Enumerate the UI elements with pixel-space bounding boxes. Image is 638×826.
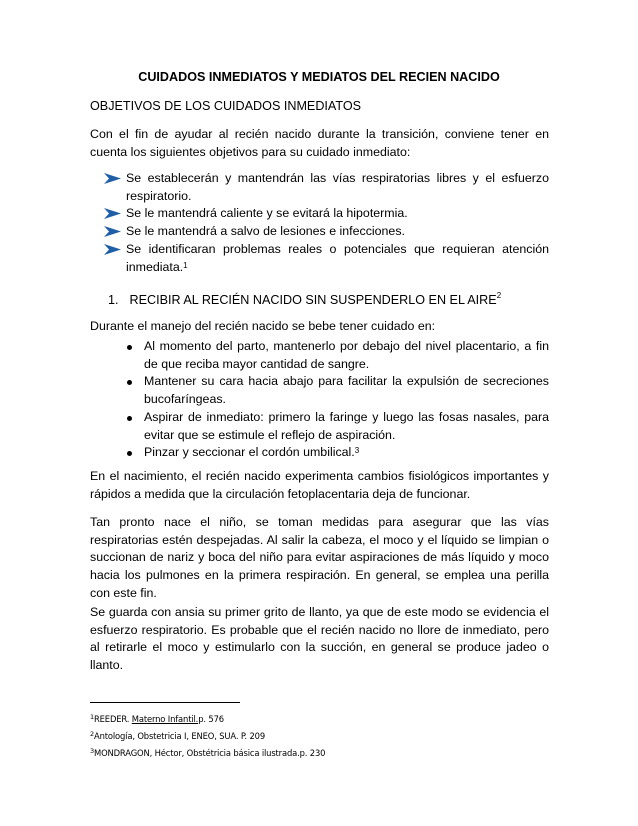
text-line: bucofaríngeas. [144,392,226,407]
care-intro: Durante el manejo del recién nacido se bebe tener cuidado en: [90,319,436,333]
footnote-divider [90,702,240,703]
arrow-bullet-icon [104,226,121,237]
objectives-list [104,170,549,276]
text-line: Con el fin de ayudar al recién nacido durante la transición, conviene tener en [90,127,549,141]
bullet-dot-icon [127,451,132,456]
arrow-bullet-icon [104,173,121,184]
list-item [124,409,549,444]
bullet-dot-icon [127,416,132,421]
text-line: al retirarle el moco y estimularlo con la succión, en general se produce jadeo o [90,640,549,655]
footnote-ref: 3 [354,446,360,456]
intro-paragraph [90,126,549,161]
footnote-3: $^3$MONDRAGON, Héctor, Obstétricia básica ilustrada.p. 230 [90,747,326,758]
list-item [104,223,549,241]
text-line: Al momento del parto, mantenerlo por debajo del nivel placentario, a fin [144,339,549,353]
text-line: Pinzar y seccionar el cordón umbilical.$^3$ [144,445,360,460]
text-line: Se guarda con ansia su primer grito de llanto, ya que de este modo se evidencia el [90,605,549,619]
bullet-dot-icon [127,345,132,350]
text-line: respiratorio. [126,188,192,203]
text-line: En el nacimiento, el recién nacido experimenta cambios fisiológicos importantes y [90,469,549,483]
section-title: RECIBIR AL RECIÉN NACIDO SIN SUSPENDERLO EN EL AIRE [129,293,497,307]
list-item [124,338,549,373]
section-heading [108,293,501,307]
text-line: Mantener su cara hacia abajo para facilitar la expulsión de secreciones [144,374,549,389]
footnote-link: Materno Infantil. [131,714,199,724]
text-line: Se identificaran problemas reales o potenciales que requieran atención [126,241,549,256]
text-line: inmediata.$^1$ [126,259,188,274]
list-item [104,170,549,205]
paragraph-1 [90,468,549,503]
footnote-1: $^1$REEDER. Materno Infantil.p. 576 [90,713,224,724]
text-line: rápidos a medida que la circulación fetoplacentaria deja de funcionar. [90,486,471,501]
paragraph-2 [90,514,549,603]
list-item [104,205,549,223]
arrow-bullet-icon [104,208,121,219]
text-line: evitar que se estimule el reflejo de aspiración. [144,427,396,442]
text-line: llanto. [90,658,124,673]
document-title: CUIDADOS INMEDIATOS Y MEDIATOS DEL RECIEN NACIDO [138,70,500,84]
text-line: Aspirar de inmediato: primero la faringe y luego las fosas nasales, para [144,409,549,424]
footnote-ref: 1 [183,260,188,270]
text-line: de que reciba mayor cantidad de sangre. [144,356,370,371]
footnote-ref: 2 [496,291,502,300]
list-item [104,241,549,276]
arrow-bullet-icon [104,244,121,255]
text-line: con este fin. [90,585,157,600]
text-line: esfuerzo respiratorio. Es probable que el recién nacido no llore de inmediato, pero [90,622,549,637]
text-line: cuenta los siguientes objetivos para su cuidado inmediato: [90,144,411,159]
text-line: Se le mantendrá caliente y se evitará la hipotermia. [126,206,408,221]
text-line: respiratorias estén despejadas. Al salir la cabeza, el moco y el líquido se limpian o [90,532,549,547]
bullet-dot-icon [127,380,132,385]
list-item [124,444,549,462]
text-line: Se le mantendrá a salvo de lesiones e infecciones. [126,224,405,239]
section-number: 1. [108,293,119,307]
list-item [124,373,549,408]
text-line: Se establecerán y mantendrán las vías respiratorias libres y el esfuerzo [126,171,549,185]
care-list [124,338,549,462]
text-line: hacia los pulmones en la primera respiración. En general, se emplea una perilla [90,568,549,583]
objectives-heading: OBJETIVOS DE LOS CUIDADOS INMEDIATOS [90,99,362,113]
text-line: succionan de nariz y boca del niño para evitar aspiraciones de más líquido y moco [90,550,549,565]
paragraph-3 [90,604,549,675]
footnote-2: $^2$Antología, Obstetricia I, ENEO, SUA. P. 209 [90,730,265,741]
text-line: Tan pronto nace el niño, se toman medidas para asegurar que las vías [90,515,549,529]
